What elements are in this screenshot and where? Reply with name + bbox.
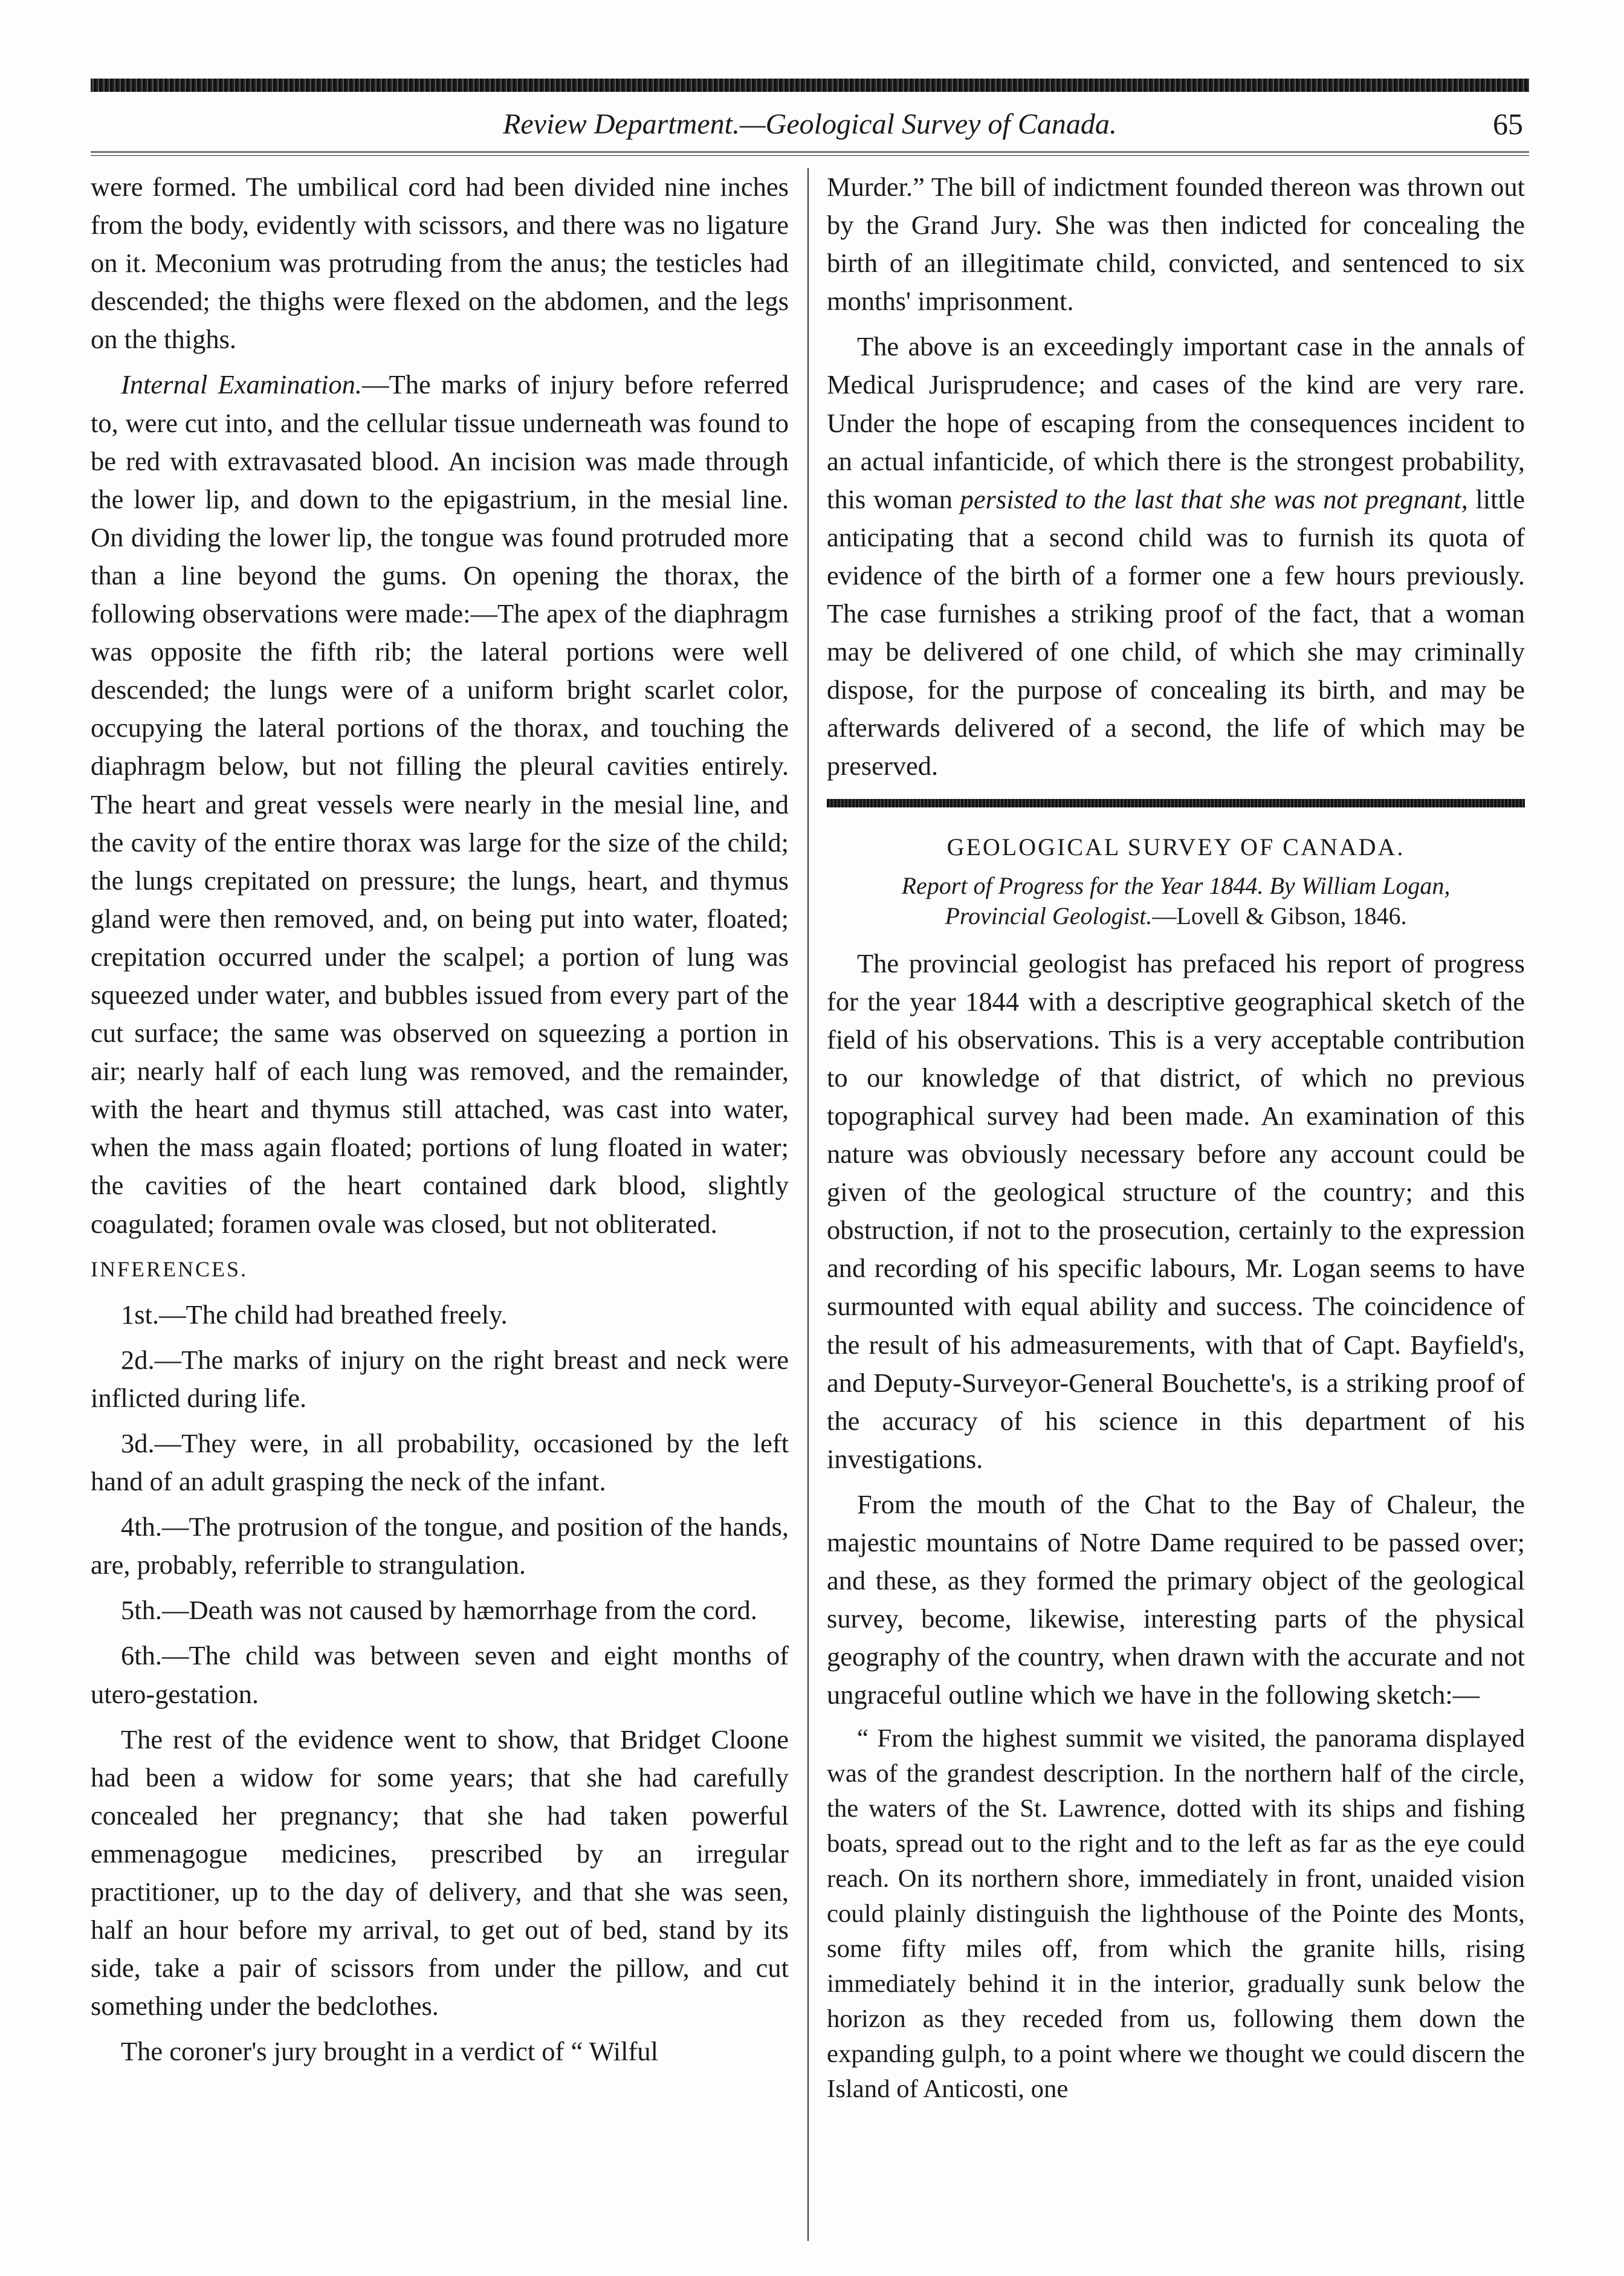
inference-item: 6th.—The child was between seven and eight months of utero-gestation. <box>91 1640 789 1709</box>
inference-item: 3d.—They were, in all probability, occasioned by the left hand of an adult grasping the neck of the infant. <box>91 1428 789 1497</box>
running-head: Review Department.—Geological Survey of Canada. <box>503 108 1117 140</box>
page-header <box>91 106 1529 145</box>
left-column <box>91 168 789 2078</box>
quoted-sketch: “ From the highest summit we visited, the panorama displayed was of the grandest description. In the northern half of the circle, the waters of the St. Lawrence, dotted with its ships and fishing boats, spread out to the right and to the left as far as the eye could reach. On its northern shore, immediately in front, unaided vision could plainly distinguish the lighthouse of the Pointe des Monts, some fifty miles off, from which the granite hills, rising immediately behind it in the interior, gradually sunk below the horizon as they receded from us, following them down the expanding gulph, to a point where we thought we could discern the Island of Anticosti, one <box>827 1724 1525 2104</box>
case-text-a: The above is an exceedingly important case in the annals of Medical Jurisprudence; and cases of the kind are very rare. Under the hope of escaping from the consequences incident to an actual infanticide, of which there is the strongest probability, this woman <box>827 331 1525 514</box>
byline-publisher: —Lovell & Gibson, 1846. <box>1152 902 1407 929</box>
header-rule <box>91 151 1529 156</box>
right-column <box>827 168 1525 2114</box>
byline-role: Provincial Geologist. <box>945 902 1153 929</box>
right-paragraph-2 <box>827 328 1525 785</box>
page-number: 65 <box>1493 107 1523 141</box>
inference-item: 4th.—The protrusion of the tongue, and position of the hands, are, probably, referrible to strangulation. <box>91 1511 789 1580</box>
case-emphasis: persisted to the last that she was not pregnant, <box>960 483 1468 514</box>
right-paragraph-1: Murder.” The bill of indictment founded thereon was thrown out by the Grand Jury. She was then indicted for concealing the birth of an illegitimate child, convicted, and sentenced to six months' imprisonment. <box>827 172 1525 317</box>
inference-item: 2d.—The marks of injury on the right breast and neck were inflicted during life. <box>91 1344 789 1413</box>
left-paragraph-4: The coroner's jury brought in a verdict of “ Wilful <box>121 2036 658 2067</box>
internal-examination-text: —The marks of injury before referred to, were cut into, and the cellular tissue underneath was found to be red with extravasated blood. An incision was made through the lower lip, and down to the epigastrium, in the mesial line. On dividing the lower lip, the tongue was found protruded more than a line beyond the gums. On opening the thorax, the following observations were made:—The apex of the diaphragm was opposite the fifth rib; the lateral portions were well descended; the lungs were of a uniform bright scarlet color, occupying the lateral portions of the thorax, and touching the diaphragm below, but not filling the pleural cavities entirely. The heart and great vessels were nearly in the mesial line, and the cavity of the entire thorax was large for the size of the child; the lungs crepitated on pressure; the lungs, heart, and thymus gland were then removed, and, on being put into water, floated; crepitation occurred under the scalpel; a portion of lung was squeezed under water, and bubbles issued from every part of the cut surface; the same was observed on squeezing a portion in air; nearly half of each lung was removed, and the remainder, with the heart and thymus still attached, was cast into water, when the mass again floated; portions of lung floated in water; the cavities of the heart contained dark blood, slightly coagulated; foramen ovale was closed, but not obliterated. <box>91 369 789 1239</box>
byline-line-1: Report of Progress for the Year 1844. By William Logan, <box>901 871 1451 899</box>
case-text-b: little anticipating that a second child was to furnish its quota of evidence of the birth of a former one a few hours previously. The case furnishes a striking proof of the fact, that a woman may be delivered of one child, of which she may criminally dispose, for the purpose of concealing its birth, and may be afterwards delivered of a second, the life of which may be preserved. <box>827 483 1525 781</box>
internal-examination-lead: Internal Examination. <box>121 369 363 400</box>
column-divider <box>807 168 809 2241</box>
right-paragraph-4: From the mouth of the Chat to the Bay of Chaleur, the majestic mountains of Notre Dame required to be passed over; and these, as they formed the primary object of the geological survey, become, likewise, interesting parts of the physical geography of the country, when drawn with the accurate and not ungraceful outline which we have in the following sketch:— <box>827 1489 1525 1710</box>
inference-item: 1st.—The child had breathed freely. <box>121 1299 508 1330</box>
right-paragraph-3: The provincial geologist has prefaced his report of progress for the year 1844 with a descriptive geographical sketch of the field of his observations. This is a very acceptable contribution to our knowledge of that district, of which no previous topographical survey had been made. An examination of this nature was obviously necessary before any account could be given of the geological structure of the country; and this obstruction, if not to the prosecution, certainly to the expression and recording of his specific labours, Mr. Logan seems to have surmounted with equal ability and success. The coincidence of the result of his admeasurements, with that of Capt. Bayfield's, and Deputy-Surveyor-General Bouchette's, is a striking proof of the accuracy of his science in this department of his investigations. <box>827 948 1525 1474</box>
section-title: GEOLOGICAL SURVEY OF CANADA. <box>946 833 1405 861</box>
left-paragraph-3: The rest of the evidence went to show, that Bridget Cloone had been a widow for some years; that she had carefully concealed her pregnancy; that she had taken powerful emmenagogue medicines, prescribed by an irregular practitioner, up to the day of delivery, and that she was seen, half an hour before my arrival, to get out of bed, stand by its side, take a pair of scissors from under the pillow, and cut something under the bedclothes. <box>91 1724 789 2022</box>
inference-item: 5th.—Death was not caused by hæmorrhage from the cord. <box>121 1595 757 1626</box>
left-paragraph-2 <box>91 366 789 1243</box>
left-paragraph-1: were formed. The umbilical cord had been divided nine inches from the body, evidently with scissors, and there was no ligature on it. Meconium was protruding from the anus; the testicles had descended; the thighs were flexed on the abdomen, and the legs on the thighs. <box>91 172 789 355</box>
journal-page <box>91 66 1529 2242</box>
top-ornamental-rule <box>91 79 1529 92</box>
section-rule <box>827 799 1525 807</box>
inferences-heading: INFERENCES. <box>91 1256 248 1281</box>
review-byline <box>827 871 1525 931</box>
